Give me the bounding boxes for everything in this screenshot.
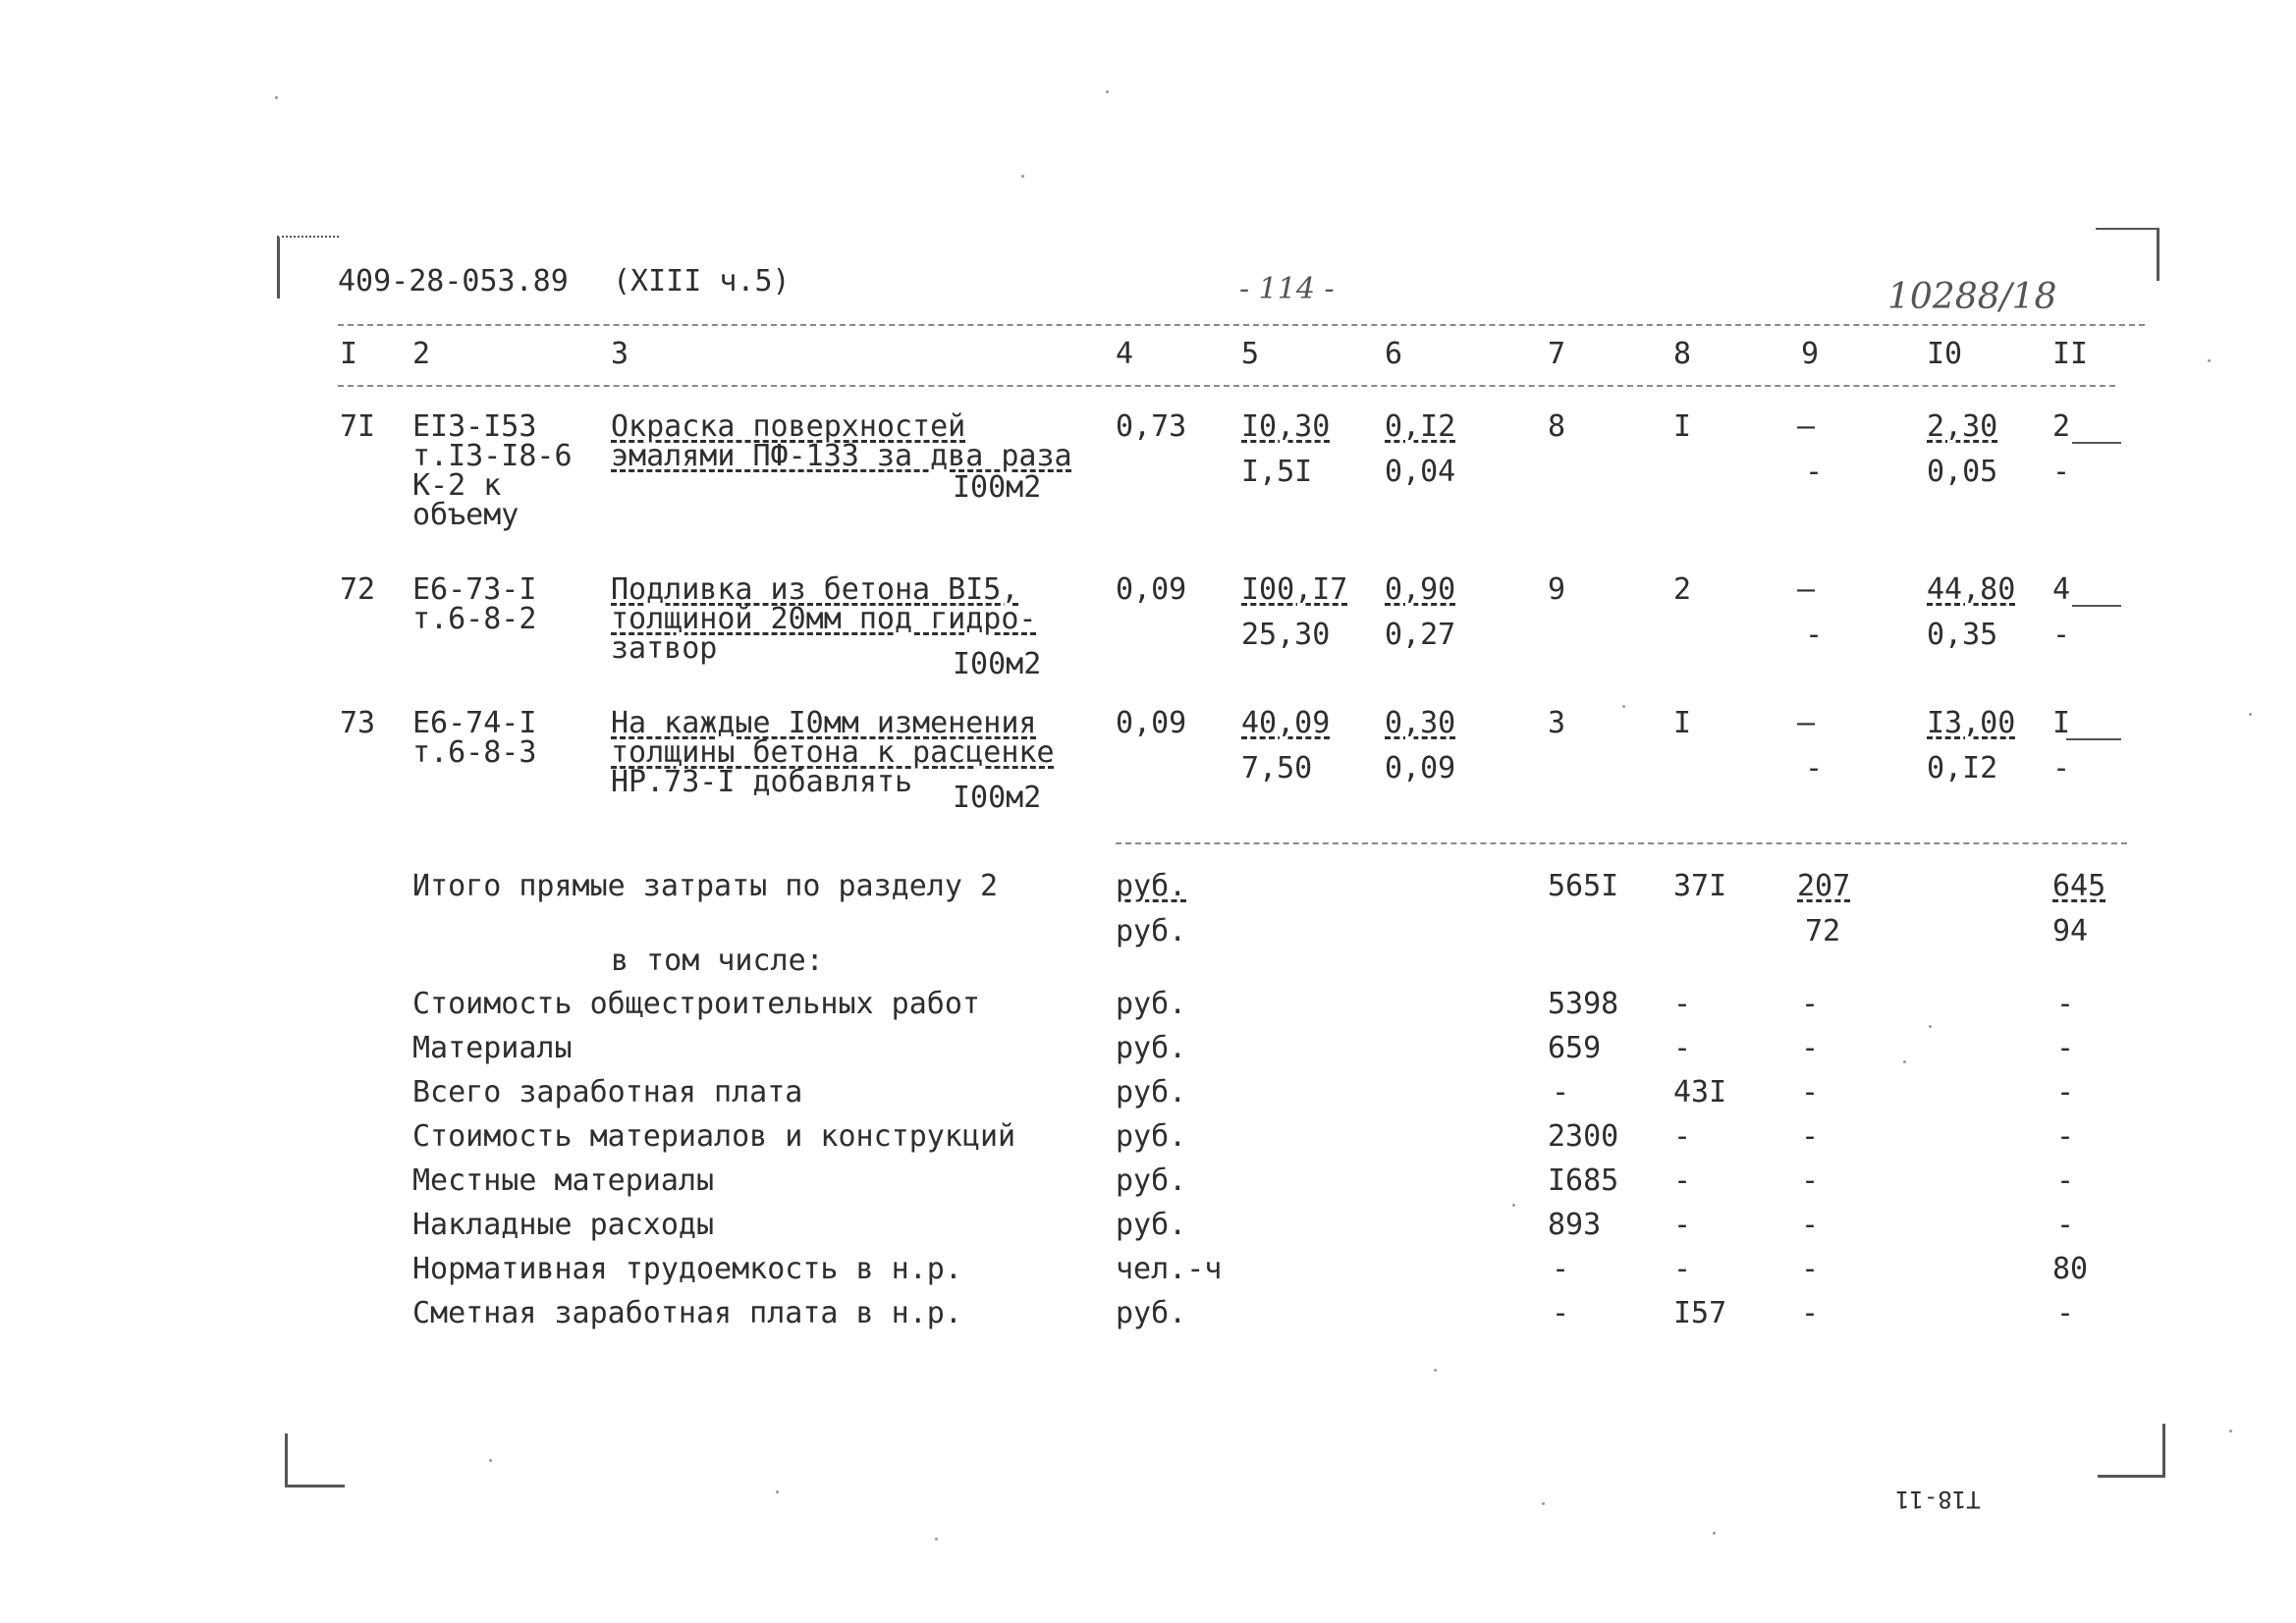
- scan-speck: [1929, 1025, 1932, 1028]
- col-header-2: 2: [412, 337, 431, 371]
- scan-speck: [1903, 1060, 1906, 1063]
- cell-col11-top: 2: [2052, 409, 2071, 444]
- breakdown-col9: -: [1801, 1075, 1820, 1109]
- cell-col7: 3: [1548, 706, 1566, 740]
- col-header-6: 6: [1385, 337, 1403, 371]
- rate-code: т.I3-I8-6: [412, 439, 573, 473]
- breakdown-col8: -: [1673, 1119, 1692, 1154]
- cell-col11-top: I: [2052, 706, 2071, 740]
- scan-speck: [275, 96, 278, 99]
- cell-col11-bottom: -: [2052, 751, 2071, 785]
- cell-col6-bottom: 0,09: [1385, 751, 1456, 785]
- breakdown-col8: I57: [1673, 1296, 1727, 1330]
- col-header-11: II: [2052, 337, 2089, 371]
- cell-col10-bottom: 0,35: [1927, 618, 1998, 652]
- breakdown-col8: -: [1673, 1252, 1692, 1286]
- breakdown-col9: -: [1801, 1031, 1820, 1065]
- totals-col11-top: 645: [2052, 869, 2106, 903]
- corner-mark-bottom-left: [285, 1434, 345, 1488]
- volume-label: (XIII ч.5): [613, 264, 791, 298]
- cell-col5-top: 40,09: [1241, 706, 1331, 740]
- footer-stamp: T18-11: [1895, 1486, 1981, 1513]
- cell-col6-top: 0,I2: [1385, 409, 1456, 444]
- rate-code: E6-73-I: [412, 572, 537, 607]
- including-label: в том числе:: [611, 944, 824, 978]
- col-header-1: I: [340, 337, 358, 371]
- breakdown-label: Всего заработная плата: [412, 1075, 803, 1109]
- col-header-4: 4: [1116, 337, 1134, 371]
- cell-col9-bottom: -: [1805, 455, 1824, 489]
- breakdown-col9: -: [1801, 987, 1820, 1021]
- cell-col9-bottom: -: [1805, 751, 1824, 785]
- cell-col10-top: I3,00: [1927, 706, 2016, 740]
- breakdown-col7: -: [1552, 1296, 1570, 1330]
- row-number: 7I: [340, 409, 376, 444]
- col-header-10: I0: [1927, 337, 1963, 371]
- cell-col9-top: —: [1797, 572, 1816, 607]
- breakdown-col7: 2300: [1548, 1119, 1619, 1154]
- totals-col8: 37I: [1673, 869, 1727, 903]
- breakdown-unit: руб.: [1116, 1119, 1187, 1154]
- totals-label: Итого прямые затраты по разделу 2: [412, 869, 999, 903]
- breakdown-unit: руб.: [1116, 1031, 1187, 1065]
- work-description: толщины бетона к расценке: [611, 735, 1055, 770]
- cell-col4: 0,09: [1116, 572, 1187, 607]
- breakdown-unit: руб.: [1116, 1075, 1187, 1109]
- cell-col10-bottom: 0,I2: [1927, 751, 1998, 785]
- breakdown-col11: -: [2056, 1075, 2075, 1109]
- cell-col11-bottom: -: [2052, 455, 2071, 489]
- cell-col6-top: 0,30: [1385, 706, 1456, 740]
- cell-col11-dash: [2072, 442, 2121, 444]
- breakdown-col7: 659: [1548, 1031, 1602, 1065]
- breakdown-col9: -: [1801, 1163, 1820, 1198]
- scan-speck: [1713, 1532, 1716, 1535]
- scan-speck: [1434, 1369, 1437, 1372]
- row-number: 73: [340, 706, 376, 740]
- breakdown-col9: -: [1801, 1208, 1820, 1242]
- cell-col9-top: —: [1797, 409, 1816, 444]
- col-header-8: 8: [1673, 337, 1692, 371]
- breakdown-col8: -: [1673, 987, 1692, 1021]
- breakdown-col11: -: [2056, 1208, 2075, 1242]
- rate-code: т.6-8-2: [412, 602, 537, 636]
- breakdown-col11: -: [2056, 1031, 2075, 1065]
- scan-speck: [935, 1538, 938, 1541]
- breakdown-col9: -: [1801, 1296, 1820, 1330]
- work-description: толщиной 20мм под гидро-: [611, 602, 1037, 636]
- breakdown-unit: руб.: [1116, 1208, 1187, 1242]
- measure-unit: I00м2: [953, 781, 1042, 815]
- corner-mark-top-right: [2096, 228, 2159, 281]
- work-description: Окраска поверхностей: [611, 409, 966, 444]
- document-id: 409-28-053.89: [338, 264, 569, 298]
- col-header-5: 5: [1241, 337, 1260, 371]
- cell-col10-top: 2,30: [1927, 409, 1998, 444]
- cell-col7: 8: [1548, 409, 1566, 444]
- totals-col9-top: 207: [1797, 869, 1851, 903]
- breakdown-col8: -: [1673, 1031, 1692, 1065]
- breakdown-unit: руб.: [1116, 987, 1187, 1021]
- work-description: эмалями ПФ-133 за два раза: [611, 439, 1072, 473]
- cell-col4: 0,09: [1116, 706, 1187, 740]
- cell-col5-bottom: 7,50: [1241, 751, 1313, 785]
- work-description: затвор: [611, 631, 718, 666]
- rate-code: т.6-8-3: [412, 735, 537, 770]
- rate-code: объему: [412, 498, 519, 532]
- measure-unit: I00м2: [953, 470, 1042, 505]
- scan-speck: [1622, 705, 1625, 708]
- breakdown-label: Стоимость материалов и конструкций: [412, 1119, 1016, 1154]
- totals-unit: руб.: [1116, 869, 1187, 903]
- breakdown-col9: -: [1801, 1119, 1820, 1154]
- totals-col11-bottom: 94: [2052, 914, 2089, 948]
- header-rule-bottom: [338, 385, 2115, 387]
- breakdown-label: Нормативная трудоемкость в н.р.: [412, 1252, 962, 1286]
- scan-speck: [2229, 1430, 2232, 1433]
- scan-speck: [1021, 175, 1024, 178]
- cell-col10-top: 44,80: [1927, 572, 2016, 607]
- corner-mark-bottom-right: [2098, 1424, 2165, 1478]
- cell-col7: 9: [1548, 572, 1566, 607]
- page-number: - 114 -: [1239, 272, 1335, 306]
- scan-speck: [1542, 1502, 1545, 1505]
- handwritten-number: 10288/18: [1887, 277, 2057, 317]
- cell-col6-bottom: 0,04: [1385, 455, 1456, 489]
- rate-code: E6-74-I: [412, 706, 537, 740]
- cell-col5-bottom: I,5I: [1241, 455, 1313, 489]
- totals-col9-bottom: 72: [1805, 914, 1841, 948]
- cell-col5-bottom: 25,30: [1241, 618, 1331, 652]
- breakdown-unit: руб.: [1116, 1163, 1187, 1198]
- breakdown-col8: -: [1673, 1163, 1692, 1198]
- scan-speck: [776, 1490, 779, 1493]
- cell-col11-top: 4: [2052, 572, 2071, 607]
- scan-speck: [489, 1459, 492, 1462]
- totals-unit: руб.: [1116, 914, 1187, 948]
- breakdown-col7: -: [1552, 1075, 1570, 1109]
- scan-speck: [1106, 90, 1109, 93]
- cell-col11-dash: [2066, 738, 2121, 740]
- breakdown-unit: чел.-ч: [1116, 1252, 1223, 1286]
- scan-speck: [1512, 1204, 1515, 1207]
- totals-rule: [1116, 842, 2127, 844]
- breakdown-col8: -: [1673, 1208, 1692, 1242]
- breakdown-col7: 893: [1548, 1208, 1602, 1242]
- work-description: НР.73-I добавлять: [611, 765, 913, 799]
- header-rule-top: [338, 324, 2145, 326]
- breakdown-label: Сметная заработная плата в н.р.: [412, 1296, 962, 1330]
- breakdown-col11: -: [2056, 987, 2075, 1021]
- totals-col7: 565I: [1548, 869, 1619, 903]
- breakdown-col11: -: [2056, 1163, 2075, 1198]
- scan-speck: [2249, 713, 2252, 716]
- rate-code: EI3-I53: [412, 409, 537, 444]
- scan-speck: [2208, 359, 2211, 362]
- cell-col8: 2: [1673, 572, 1692, 607]
- breakdown-col11: 80: [2052, 1252, 2089, 1286]
- col-header-7: 7: [1548, 337, 1566, 371]
- cell-col8: I: [1673, 706, 1692, 740]
- breakdown-col7: -: [1552, 1252, 1570, 1286]
- cell-col5-top: I0,30: [1241, 409, 1331, 444]
- breakdown-label: Материалы: [412, 1031, 573, 1065]
- cell-col4: 0,73: [1116, 409, 1187, 444]
- breakdown-col7: 5398: [1548, 987, 1619, 1021]
- row-number: 72: [340, 572, 376, 607]
- cell-col6-top: 0,90: [1385, 572, 1456, 607]
- cell-col9-bottom: -: [1805, 618, 1824, 652]
- work-description: На каждые I0мм изменения: [611, 706, 1037, 740]
- breakdown-col7: I685: [1548, 1163, 1619, 1198]
- measure-unit: I00м2: [953, 647, 1042, 681]
- breakdown-col8: 43I: [1673, 1075, 1727, 1109]
- col-header-3: 3: [611, 337, 629, 371]
- breakdown-label: Местные материалы: [412, 1163, 715, 1198]
- breakdown-unit: руб.: [1116, 1296, 1187, 1330]
- work-description: Подливка из бетона BI5,: [611, 572, 1019, 607]
- cell-col11-dash: [2072, 605, 2121, 607]
- cell-col9-top: —: [1797, 706, 1816, 740]
- breakdown-label: Накладные расходы: [412, 1208, 715, 1242]
- breakdown-label: Стоимость общестроительных работ: [412, 987, 980, 1021]
- cell-col10-bottom: 0,05: [1927, 455, 1998, 489]
- breakdown-col11: -: [2056, 1296, 2075, 1330]
- breakdown-col9: -: [1801, 1252, 1820, 1286]
- cell-col5-top: I00,I7: [1241, 572, 1348, 607]
- cell-col8: I: [1673, 409, 1692, 444]
- cell-col11-bottom: -: [2052, 618, 2071, 652]
- rate-code: К-2 к: [412, 468, 502, 503]
- corner-mark-top-left: [277, 236, 339, 298]
- breakdown-col11: -: [2056, 1119, 2075, 1154]
- cell-col6-bottom: 0,27: [1385, 618, 1456, 652]
- col-header-9: 9: [1801, 337, 1820, 371]
